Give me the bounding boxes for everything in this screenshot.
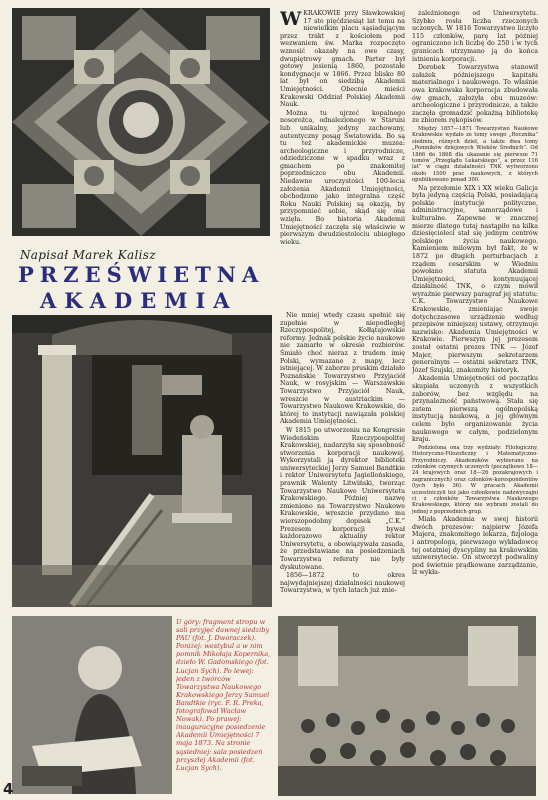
- col2-paragraph-4: Akademia Umiejętności od początku skupiała uczonych z wszystkich zaborów, bez względu na przynależność państwową. Stała się zatem pierwszą ogólnopolską instytucją naukową, a jej głównym celem było organizowanie życia naukowego w całym, podzielonym kraju.: [412, 375, 538, 444]
- page-number: 4: [3, 780, 14, 798]
- col1-paragraph-2: Można tu ujrzeć kopalnego nosorożca, odnalezionego w Staruni lub unikalny, jedyny zachowany, autentyczny posąg Światowida. Bo są tu też akademickie muzea: archeologiczne i przyrodnicze, odziedziczone w spadku wraz z gmachem po znakomitej poprzedniczce obu Akademii. Niedawne uroczystości 100-lecia założenia Akademii Umiejętności, obchodzone jako integralna część Roku Nauki Polskiej są okazją, by przypomnieć sobie, skąd się ona wzięła. Bo historia Akademii Umiejętności zaczęła się właściwie w pierwszym dwudziestoleciu ubiegłego wieku.: [280, 109, 405, 246]
- title-line-2: AKADEMIA: [40, 288, 238, 313]
- col2-paragraph-1: zależnionego od Uniwersytetu. Szybko rosła liczba rzeczonych uczonych. W 1816 Towarzystwo liczyło 115 członków, parę lat później ograniczono ich liczbę do 250 i w tych granicach utrzymano ją do końca istnienia korporacji.: [412, 10, 538, 63]
- inaugural-session-engraving: [278, 616, 536, 796]
- ceiling-photo: [12, 8, 270, 236]
- col1-paragraph-5: 1856—1872 to okres najwydajniejszej działalności naukowej Towarzystwa, w tych latach już znie-: [280, 572, 405, 595]
- photo-caption: U góry: fragment stropu w sali przyjęć dawnej siedziby PAU (fot. J. Dworaczek). Poniżej: westybul a w nim pomnik Mikołaja Kopernika, dzieło W. Gadomskiego (fot. Lucjan Sych). Po lewej: jeden z twórców Towarzystwa Naukowego Krakowskiego Jerzy Samuel Bandtkie (ryc. F. R. Preka, fotografował Wacław Nowak). Po prawej: inauguracyjne posiedzenie Akademii Umiejętności 7 maja 1873. Na stronie sąsiedniej: sala posiedzeń przyszłej Akademii (fot. Lucjan Sych).: [176, 618, 271, 772]
- col2-paragraph-3: Na przełomie XIX i XX wieku Galicja była jedyną częścią Polski, posiadającą polskie instytucje polityczne, administracyjne, samorządowe i kulturalne. Zapewne w znacznej mierze dlatego tutaj nastąpiło na kilka dziesięcioleci stał się jednym centrów polskiego życia naukowego. Kamieniem milowym był fakt, że w 1872 po długich perturbacjach z rządem cesarskim w Wiedniu powołano statuta Akademii Umiejętności, kontynuującej działalność TNK, o czym mówił wyraźnie pierwszy paragraf jej statutu: C.K. Towarzystwo Naukowe Krakowskie, zmieniając swoje dotychczasowe urządzenie według przepisów niniejszej ustawy, otrzymuje nazwisko: Akademia Umiejętności w Krakowie. Pierwszym jej prezesem został ostatni prezes TNK — Józef Majer, pierwszym sekretarzem generalnym — ostatni sekretarz TNK, Józef Szujski, znakomity historyk.: [412, 184, 538, 374]
- col1-paragraph-1: KRAKOWIE przy Sławkowskiej 17 sto pięćdziesiąt lat temu na niewielkim placu sąsiadującym przez trakt z kościołem pod wezwaniem św. Marka rozpoczęto wznosić okazały na owe czasy, dwupiętrowy gmach. Parter był gotowy jesienią 1860, pozostałe kondygnacje w 1866. Przez blisko 80 lat był on siedzibą Akademii Umiejętności. Obecnie mieści Krakowski Oddział Polskiej Akademii Nauk.: [280, 10, 405, 109]
- col2-note-1: Między 1857—1871 Towarzystwo Naukowe Krakowskie wydało ze tomy swego „Rocznika” siedmiu, różnych dzieł, a także dwa tomy „Pomników dziejowych Wieków Średnich”. Od 1866 do 1868 dla ukazanie się pierwsze 71 tomów „Przeglądu Lekarskiego”, a przez 116 lat” w ciągu działalności TNK wytworzono około 1500 prac naukowych, z których opublikowano ponad 300.: [412, 125, 538, 184]
- article-column-1-lower: [280, 312, 405, 612]
- col2-paragraph-2: Dorobek Towarzystwa stanowił załażek późniejszego kapitału materialnego i naukowego. To właśnie owa krakowska korporacja zbudowała ów gmach, założyła obu muzeów: archeologiczne i przyrodnicze, a także zaczęła gromadzić pokaźną bibliotekę ze zbiorem rękopisów.: [412, 64, 538, 125]
- bandtkie-portrait: [12, 616, 172, 794]
- col1-paragraph-3: Nie mniej wtedy czasu spełnić się zupełnie w niepodległej Rzeczypospolitej, Kołłątajowskie reformy. Jednak polskie życie naukowe nie zamarło w okresie rozbiorów. Śmiało choć nieraz z trudem imię Polski, wymazane z mapy, lecz istniejącej. W zaborze pruskim działało Poznańskie Towarzystwo Przyjaciół Nauk, w rosyjskim — Warszawskie Towarzystwo Przyjaciół Nauk, wreszcie w austriackim — Towarzystwo Naukowe Krakowskie, do której to instytucji nawiązała polskiej Akademia Umiejętności.: [280, 312, 405, 426]
- col2-note-2: Podzielona ona trzy wydziały: Filologiczny, Historyczno-Filozoficzny i Matematyczno-Przyrodniczy. Akademików wybierano na członków czynnych uczonych (początkowo 18—24 krajowych oraz 18—26 pozakrajowych i zagranicznych) oraz członków-korespondentów (tych było 36). W pracach Akademii uczestniczyli też jako członkowie nadzwyczajni ci z członków Towarzystwa Naukowego Krakowskiego, którzy nie wybrani zostali do jednej z poprzednich grup.: [412, 444, 538, 515]
- article-column-2: [412, 10, 538, 612]
- article-column-1: [280, 10, 405, 310]
- title-line-1: PRZEŚWIETNA: [18, 262, 265, 287]
- vestibule-photo: [12, 315, 272, 607]
- byline: Napisał Marek Kalisz: [20, 248, 156, 262]
- col1-paragraph-4: W 1815 po utworzeniu na Kongresie Wiedeńskim Rzeczypospolitej Krakowskiej, nadarzyła się sposobność stworzenia korporacji naukowej. Wykorzystali ją dyrektor biblioteki uniwersyteckiej Jerzy Samuel Bandtkie i rektor Uniwersytetu Jagiellońskiego, prawnik Walenty Litwiński, tworząc Towarzystwo Naukowe Uniwersytetu Krakowskiego. Później nazwę zmieniono na Towarzystwo Naukowe Krakowskie, wreszcie przydano mu wierszopodobny dopisek „C.K.” Prezesem korporacji bywał każdorazowo aktualny rektor Uniwersytetu, a obowiązywała zasada, że przedstawiane na posiedzeniach Towarzystwa referaty nie były dyskutowane.: [280, 426, 405, 571]
- drop-cap: W: [280, 10, 302, 30]
- col2-paragraph-5: Miała Akademia w swej historii dwóch prezesów: najpierw Józefa Majera, znakomitego lekarza, fizjologa i antropologa, pierwszego wykładowcę tej ostatniej dyscypliny na krakowskim uniwersytecie. On stworzył podwaliny pod świetnie prądkowane zarządzanie, iż wykła-: [412, 516, 538, 577]
